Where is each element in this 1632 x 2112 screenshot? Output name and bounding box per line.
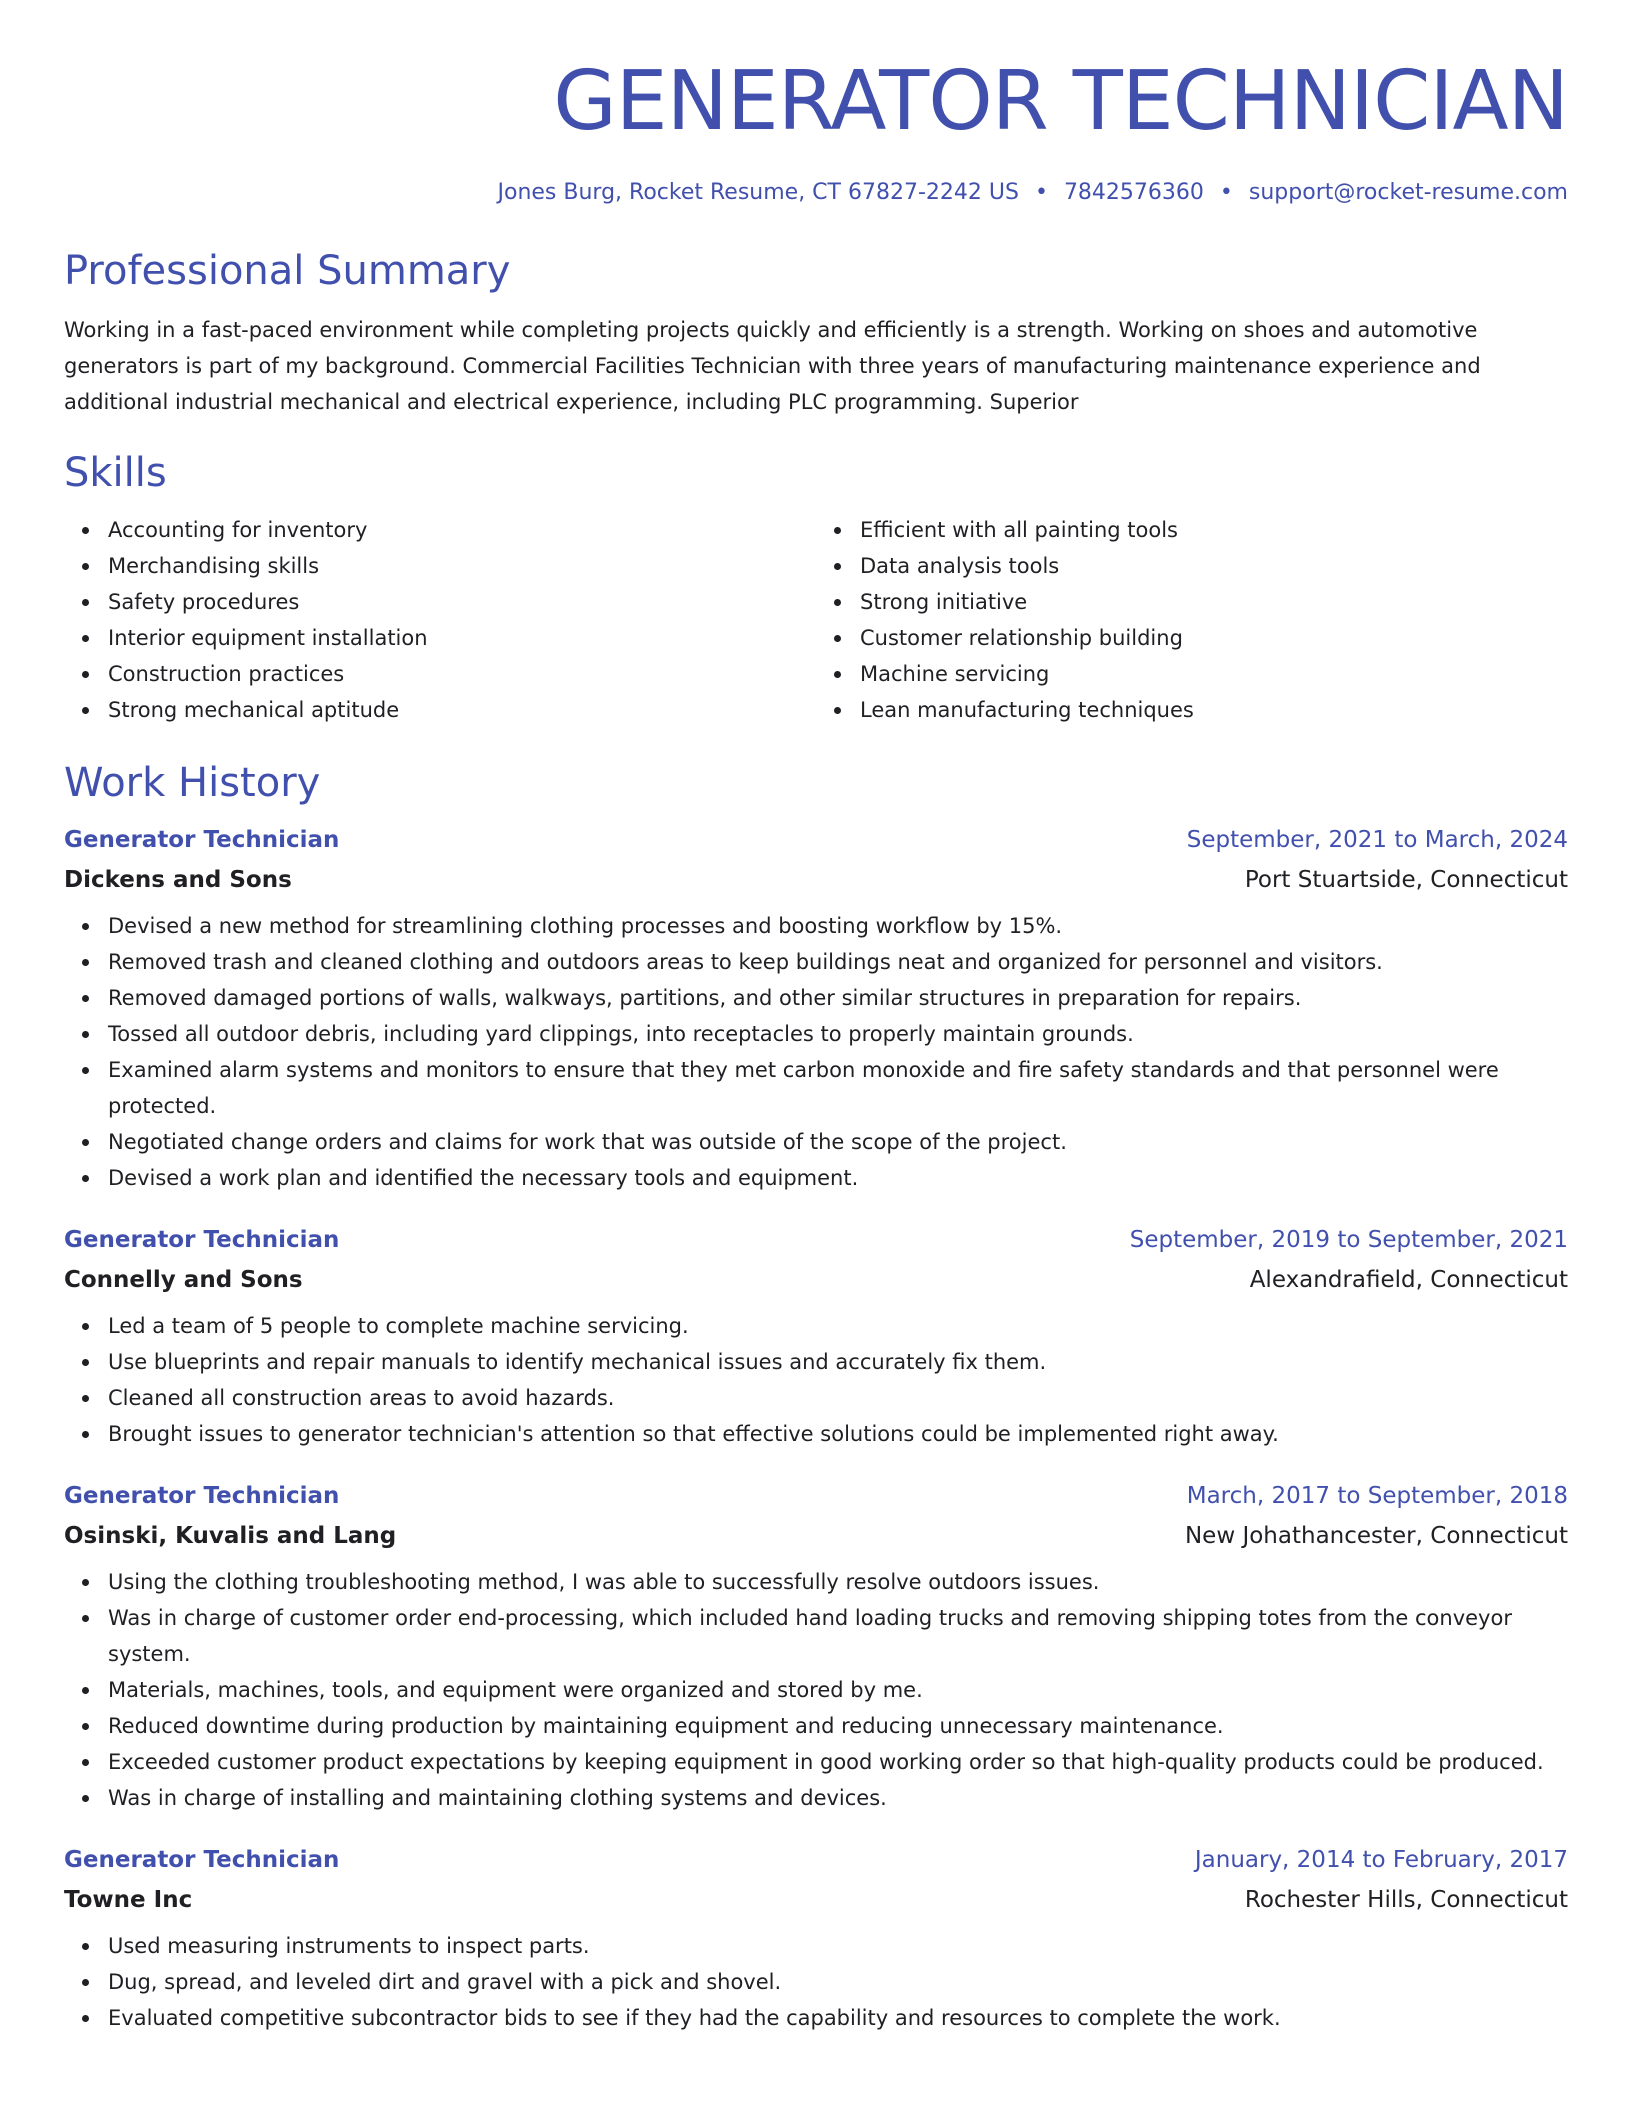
section-title-work-history: Work History: [64, 760, 321, 806]
job-bullets: [64, 1564, 1568, 1816]
skill-item: Strong initiative: [860, 584, 1568, 620]
job-bullet: Exceeded customer product expectations by keeping equipment in good working order so that high-quality products could be produced.: [108, 1744, 1568, 1780]
job-bullet: Removed trash and cleaned clothing and outdoors areas to keep buildings neat and organized for personnel and visitors.: [108, 944, 1568, 980]
job-company-row: [64, 1880, 1568, 1920]
skill-item: Data analysis tools: [860, 548, 1568, 584]
job-entry: [64, 1840, 1568, 2036]
job-bullet: Materials, machines, tools, and equipment were organized and stored by me.: [108, 1672, 1568, 1708]
job-company-row: [64, 860, 1568, 900]
job-location: Port Stuartside, Connecticut: [1244, 867, 1568, 893]
job-title-row: [64, 1220, 1568, 1260]
contact-address: Jones Burg, Rocket Resume, CT 67827-2242 US: [497, 180, 1019, 205]
summary-text: Working in a fast-paced environment while completing projects quickly and efficiently is a strength. Working on shoes and automotive generators is part of my background. Commercial Facilities Technician with three years of manufacturing maintenance experience and additional industrial mechanical and electrical experience, including PLC programming. Superior: [64, 318, 1481, 414]
skill-item: Strong mechanical aptitude: [108, 692, 816, 728]
job-bullet: Brought issues to generator technician's attention so that effective solutions could be implemented right away.: [108, 1416, 1568, 1452]
job-bullet: Led a team of 5 people to complete machine servicing.: [108, 1308, 1568, 1344]
contact-phone: 7842576360: [1063, 180, 1204, 205]
job-title: Generator Technician: [64, 827, 340, 853]
job-bullet: Removed damaged portions of walls, walkways, partitions, and other similar structures in preparation for repairs.: [108, 980, 1568, 1016]
job-bullet: Cleaned all construction areas to avoid hazards.: [108, 1380, 1568, 1416]
skills-list: [64, 512, 1568, 728]
job-location: New Johathancester, Connecticut: [1184, 1523, 1568, 1549]
skill-item: Customer relationship building: [860, 620, 1568, 656]
job-bullets: [64, 1928, 1568, 2036]
skill-item: Lean manufacturing techniques: [860, 692, 1568, 728]
job-entry: [64, 820, 1568, 1196]
job-bullet: Devised a new method for streamlining clothing processes and boosting workflow by 15%.: [108, 908, 1568, 944]
job-title-row: [64, 1476, 1568, 1516]
job-entry: [64, 1220, 1568, 1452]
job-title-row: [64, 820, 1568, 860]
job-bullet: Used measuring instruments to inspect parts.: [108, 1928, 1568, 1964]
job-bullet: Negotiated change orders and claims for work that was outside of the scope of the project.: [108, 1124, 1568, 1160]
job-company-row: [64, 1260, 1568, 1300]
skill-item: Safety procedures: [108, 584, 816, 620]
job-bullet: Examined alarm systems and monitors to ensure that they met carbon monoxide and fire safety standards and that personnel were protected.: [108, 1052, 1568, 1124]
section-title-summary: Professional Summary: [64, 248, 511, 294]
job-entry: [64, 1476, 1568, 1816]
skills-column-right: [816, 512, 1568, 728]
skill-item: Efficient with all painting tools: [860, 512, 1568, 548]
job-title: Generator Technician: [64, 1847, 340, 1873]
job-dates: September, 2021 to March, 2024: [1186, 827, 1568, 853]
job-dates: January, 2014 to February, 2017: [1194, 1847, 1568, 1873]
section-title-skills: Skills: [64, 450, 167, 496]
job-company: Dickens and Sons: [64, 867, 292, 893]
job-bullet: Using the clothing troubleshooting method, I was able to successfully resolve outdoors issues.: [108, 1564, 1568, 1600]
job-company: Towne Inc: [64, 1887, 193, 1913]
job-location: Alexandrafield, Connecticut: [1249, 1267, 1568, 1293]
job-title-row: [64, 1840, 1568, 1880]
skills-column-left: [64, 512, 816, 728]
skill-item: Machine servicing: [860, 656, 1568, 692]
skill-item: Accounting for inventory: [108, 512, 816, 548]
job-bullet: Use blueprints and repair manuals to identify mechanical issues and accurately fix them.: [108, 1344, 1568, 1380]
candidate-name: GENERATOR TECHNICIAN: [553, 54, 1568, 149]
contact-line: [64, 178, 1568, 208]
job-bullet: Tossed all outdoor debris, including yard clippings, into receptacles to properly maintain grounds.: [108, 1016, 1568, 1052]
job-bullets: [64, 908, 1568, 1196]
skill-item: Merchandising skills: [108, 548, 816, 584]
skill-item: Construction practices: [108, 656, 816, 692]
job-title: Generator Technician: [64, 1483, 340, 1509]
job-bullet: Dug, spread, and leveled dirt and gravel with a pick and shovel.: [108, 1964, 1568, 2000]
skill-item: Interior equipment installation: [108, 620, 816, 656]
job-bullets: [64, 1308, 1568, 1452]
contact-separator: •: [1034, 180, 1048, 205]
job-company-row: [64, 1516, 1568, 1556]
job-title: Generator Technician: [64, 1227, 340, 1253]
contact-separator: •: [1219, 180, 1233, 205]
job-bullet: Devised a work plan and identified the necessary tools and equipment.: [108, 1160, 1568, 1196]
job-company: Connelly and Sons: [64, 1267, 303, 1293]
contact-email: support@rocket-resume.com: [1248, 180, 1568, 205]
job-dates: March, 2017 to September, 2018: [1186, 1483, 1568, 1509]
job-bullet: Was in charge of customer order end-processing, which included hand loading trucks and removing shipping totes from the conveyor system.: [108, 1600, 1568, 1672]
job-bullet: Reduced downtime during production by maintaining equipment and reducing unnecessary maintenance.: [108, 1708, 1568, 1744]
job-bullet: Was in charge of installing and maintaining clothing systems and devices.: [108, 1780, 1568, 1816]
job-bullet: Evaluated competitive subcontractor bids to see if they had the capability and resources to complete the work.: [108, 2000, 1568, 2036]
job-dates: September, 2019 to September, 2021: [1129, 1227, 1568, 1253]
resume-header: [64, 0, 1568, 208]
job-location: Rochester Hills, Connecticut: [1244, 1887, 1568, 1913]
job-company: Osinski, Kuvalis and Lang: [64, 1523, 397, 1549]
